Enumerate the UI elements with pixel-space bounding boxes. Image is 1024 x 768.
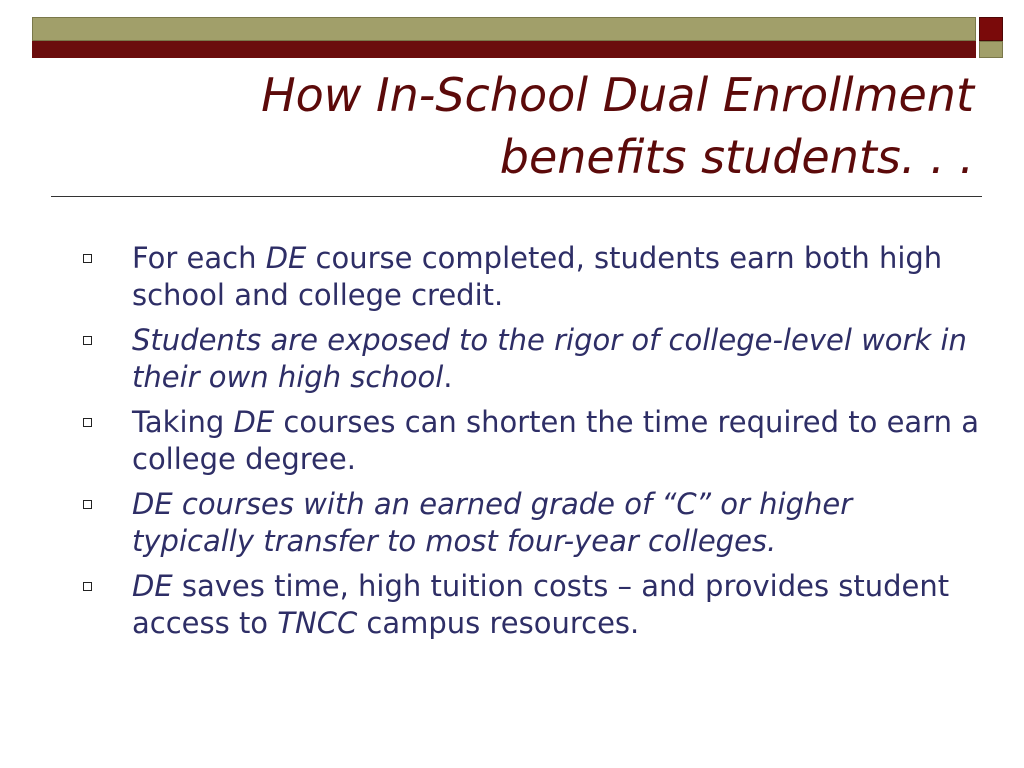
bullet-text xyxy=(132,323,967,394)
bullet-segment: Taking xyxy=(132,405,234,439)
bullet-segment: DE courses with an earned grade of “C” or higher typically transfer to most four-year colleges. xyxy=(132,487,853,558)
slide-title xyxy=(74,64,974,188)
hollow-square-icon xyxy=(83,418,92,427)
bullet-segment: course completed, students earn both high school and college credit. xyxy=(132,241,943,312)
bullet-item xyxy=(80,486,980,560)
bullet-item xyxy=(80,568,980,642)
bullet-item xyxy=(80,322,980,396)
bullet-segment: DE xyxy=(265,241,307,275)
bullet-item xyxy=(80,240,980,314)
header-bar-maroon xyxy=(32,41,976,58)
header-square-olive xyxy=(979,41,1003,58)
bullet-text xyxy=(132,405,979,476)
bullet-segment: For each xyxy=(132,241,266,275)
bullet-item xyxy=(80,404,980,478)
hollow-square-icon xyxy=(83,336,92,345)
hollow-square-icon xyxy=(83,582,92,591)
bullet-segment: . xyxy=(443,360,453,394)
bullet-segment: saves time, high tuition costs – and provides student access to xyxy=(132,569,950,640)
header-square-maroon xyxy=(979,17,1003,41)
bullet-text xyxy=(132,569,949,640)
bullet-segment: TNCC xyxy=(277,606,358,640)
header-bar-olive xyxy=(32,17,976,41)
bullet-segment: campus resources. xyxy=(357,606,640,640)
bullet-segment: DE xyxy=(233,405,275,439)
bullet-list xyxy=(80,240,980,650)
bullet-text xyxy=(132,241,942,312)
title-divider xyxy=(51,196,982,197)
hollow-square-icon xyxy=(83,500,92,509)
bullet-segment: DE xyxy=(132,569,173,603)
slide-title-line-2: benefits students. . . xyxy=(499,130,974,184)
slide-title-line-1: How In-School Dual Enrollment xyxy=(261,68,974,122)
bullet-text xyxy=(132,487,852,558)
bullet-segment: Students are exposed to the rigor of college-level work in their own high school xyxy=(132,323,967,394)
hollow-square-icon xyxy=(83,254,92,263)
bullet-segment: courses can shorten the time required to earn a college degree. xyxy=(132,405,979,476)
